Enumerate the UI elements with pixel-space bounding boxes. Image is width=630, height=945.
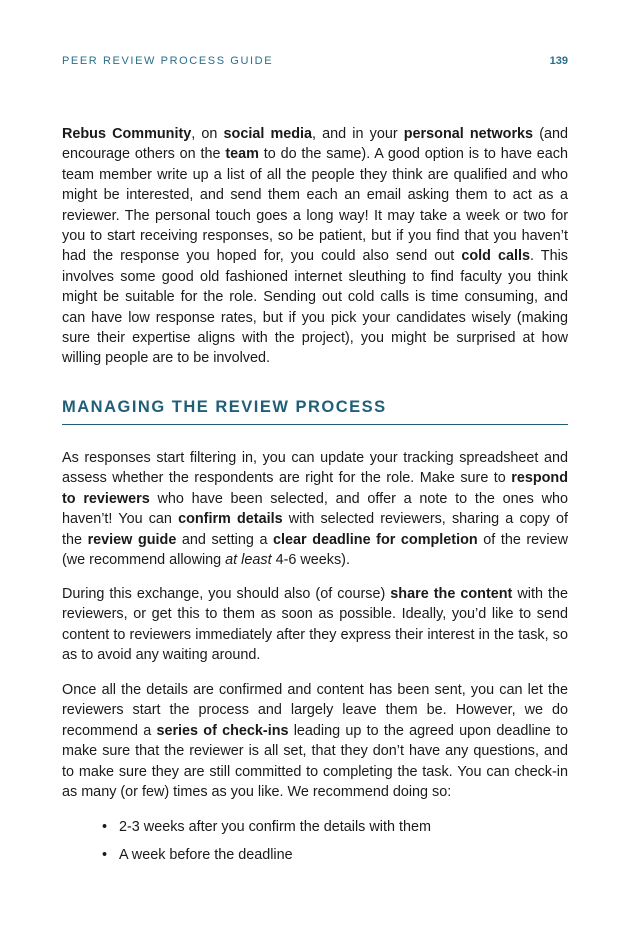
- paragraph-check-ins: [62, 680, 568, 802]
- list-item: [100, 845, 431, 865]
- emphasis-team: team: [225, 146, 259, 163]
- text-run: with the reviewers, or get this to them as soon as possible. Ideally, you’d like to send content to reviewers immediately after they express their interest in the task, so as to avoid any waiting around.: [62, 586, 569, 664]
- text-run: As responses start filtering in, you can update your tracking spreadsheet and assess whether the respondents are right for the role. Make sure to: [62, 450, 568, 487]
- emphasis-share-the-content: share the content: [390, 586, 513, 602]
- text-run: to do the same). A good option is to have each team member write up a list of all the people they think are qualified and who might be interested, and send them each an email asking them to act as a reviewer. The personal touch goes a long way! It may take a week or two for you to start receiving responses, so be patient, but if you find that you haven’t had the response you hoped for, you could also send out: [62, 146, 568, 265]
- bullet-icon: •: [102, 847, 108, 864]
- text-run: 4-6 weeks).: [271, 552, 350, 569]
- emphasis-social-media: social media: [223, 126, 313, 142]
- text-run: , and in your: [312, 126, 404, 142]
- text-run: , on: [191, 126, 224, 142]
- bullet-icon: •: [102, 819, 108, 835]
- text-run: (and encourage others on the: [62, 126, 568, 163]
- text-run: of the review (we recommend allowing: [62, 531, 568, 569]
- paragraph-responses: [62, 448, 568, 570]
- emphasis-at-least: at least: [225, 552, 272, 569]
- emphasis-confirm-details: confirm details: [178, 511, 283, 528]
- text-run: and setting a: [176, 531, 274, 548]
- list-item-text: A week before the deadline: [119, 847, 293, 864]
- check-in-list: [100, 817, 431, 874]
- list-item: [100, 817, 431, 837]
- text-run: leading up to the agreed upon deadline to make sure that the reviewer is all set, that they don’t have any questions, and to make sure they are still committed to completing the task. You can check-in as many (or few) times as you like. We recommend doing so:: [62, 722, 568, 801]
- page-number: 139: [549, 55, 568, 67]
- text-run: . This involves some good old fashioned internet sleuthing to find faculty you think might be suitable for the role. Sending out cold calls is time consuming, and can have low response rates, but if you pick your candidates wisely (making sure their expertise aligns with the project), you might be surprised at how willing people are to be involved.: [62, 248, 568, 367]
- section-heading: MANAGING THE REVIEW PROCESS: [62, 398, 568, 425]
- list-item-text: 2-3 weeks after you confirm the details with them: [119, 819, 431, 835]
- text-run: During this exchange, you should also (of course): [62, 586, 391, 602]
- paragraph-share-content: [62, 584, 568, 666]
- text-run: who have been selected, and offer a note to the ones who haven’t! You can: [62, 490, 568, 528]
- running-header: PEER REVIEW PROCESS GUIDE: [62, 55, 274, 67]
- emphasis-clear-deadline: clear deadline for completion: [273, 531, 478, 548]
- emphasis-series-of-check-ins: series of check-ins: [156, 722, 289, 739]
- text-run: with selected reviewers, sharing a copy of the: [62, 511, 568, 548]
- emphasis-respond-to-reviewers: respond to reviewers: [62, 470, 568, 507]
- emphasis-cold-calls: cold calls: [461, 248, 530, 265]
- text-run: Once all the details are confirmed and content has been sent, you can let the reviewers start the process and largely leave them be. However, we do recommend a: [62, 682, 568, 739]
- emphasis-rebus-community: Rebus Community: [62, 126, 192, 142]
- emphasis-personal-networks: personal networks: [403, 126, 534, 142]
- paragraph-outreach: [62, 124, 568, 369]
- emphasis-review-guide: review guide: [87, 531, 177, 548]
